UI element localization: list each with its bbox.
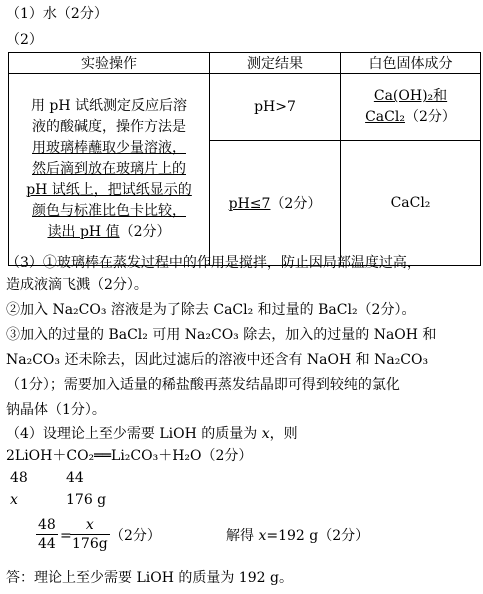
table-row-1 [9, 74, 481, 141]
method-line: 用玻璃棒蘸取少量溶液， [32, 140, 186, 156]
part4-var-mass: 176 g [66, 492, 107, 508]
row2-solid-text: CaCl₂ [390, 195, 431, 211]
method-line: 用 pH 试纸测定反应后溶 [30, 98, 188, 114]
part1-line: （1）水（2分） [6, 6, 108, 22]
row2-result-text: pH≤7 [228, 196, 271, 212]
part4-equation: 2LiOH＋CO₂══Li₂CO₃＋H₂O（2分） [6, 448, 253, 464]
method-line: 读出 pH 值 [47, 224, 120, 240]
row1-result-text: pH>7 [254, 99, 296, 115]
solve-var: x [258, 528, 267, 544]
fraction-left-num: 48 [38, 517, 56, 533]
final-answer: 答：理论上至少需要 LiOH 的质量为 192 g。 [6, 570, 293, 586]
solve-line [226, 526, 369, 546]
experiment-table [8, 52, 481, 266]
table-header-row [9, 53, 481, 74]
part4-intro [6, 424, 298, 444]
row2-solid [341, 141, 481, 266]
part3-line5: Na₂CO₃ 还未除去，因此过滤后的溶液中还含有 NaOH 和 Na₂CO₃ [6, 352, 429, 368]
row2-result-score: （2分） [270, 196, 322, 212]
fraction-score: （2分） [110, 528, 161, 544]
part4-var-x [10, 490, 18, 510]
part3-line3: ②加入 Na₂CO₃ 溶液是为了除去 CaCl₂ 和过量的 BaCl₂（2分）。 [6, 302, 416, 318]
header-result: 测定结果 [210, 53, 341, 74]
fraction-right-den: 176g [72, 536, 108, 552]
part4-intro-var: x [261, 426, 270, 442]
header-solid: 白色固体成分 [341, 53, 481, 74]
part4-mass2: 44 [66, 470, 84, 486]
part3-line2: 造成液滴飞溅（2分）。 [6, 277, 148, 293]
part2-label: （2） [6, 32, 43, 48]
part3-line1: （3）①玻璃棒在蒸发过程中的作用是搅拌，防止因局部温度过高， [6, 255, 421, 271]
row2-result [210, 141, 341, 266]
part4-mass1: 48 [10, 470, 28, 486]
method-line: 颜色与标准比色卡比较， [32, 203, 186, 219]
row1-solid-line1: Ca(OH)₂和 [373, 88, 448, 104]
row1-solid-score: （2分） [404, 109, 456, 125]
method-cell [9, 74, 210, 266]
part3-line4: ③加入的过量的 BaCl₂ 可用 Na₂CO₃ 除去，加入的过量的 NaOH 和 [6, 327, 437, 343]
method-score: （2分） [119, 224, 171, 240]
row1-solid-line2: CaCl₂ [365, 109, 405, 125]
method-line: pH 试纸上，把试纸显示的 [26, 182, 192, 198]
fraction-right [70, 516, 110, 553]
method-line: 液的酸碱度，操作方法是 [32, 119, 186, 135]
solve-prefix: 解得 [226, 528, 259, 544]
fraction-right-num [70, 516, 110, 535]
part3-line7: 钠晶体（1分）。 [6, 402, 106, 418]
header-operation: 实验操作 [9, 53, 210, 74]
solve-suffix: =192 g（2分） [266, 528, 370, 544]
fraction-right-var: x [85, 517, 94, 533]
fraction-left-den: 44 [38, 536, 56, 552]
fraction-left [36, 516, 58, 553]
part3-line6: （1分）；需要加入适量的稀盐酸再蒸发结晶即可得到较纯的氯化 [6, 377, 400, 393]
row1-solid [341, 74, 481, 141]
method-line: 然后滴到放在玻璃片上的 [32, 161, 186, 177]
row1-result [210, 74, 341, 141]
part4-intro-prefix: （4）设理论上至少需要 LiOH 的质量为 [6, 426, 262, 442]
equals-sign: = [60, 528, 72, 544]
part4-var-x-text: x [10, 492, 18, 508]
part4-intro-suffix: ，则 [269, 426, 298, 442]
